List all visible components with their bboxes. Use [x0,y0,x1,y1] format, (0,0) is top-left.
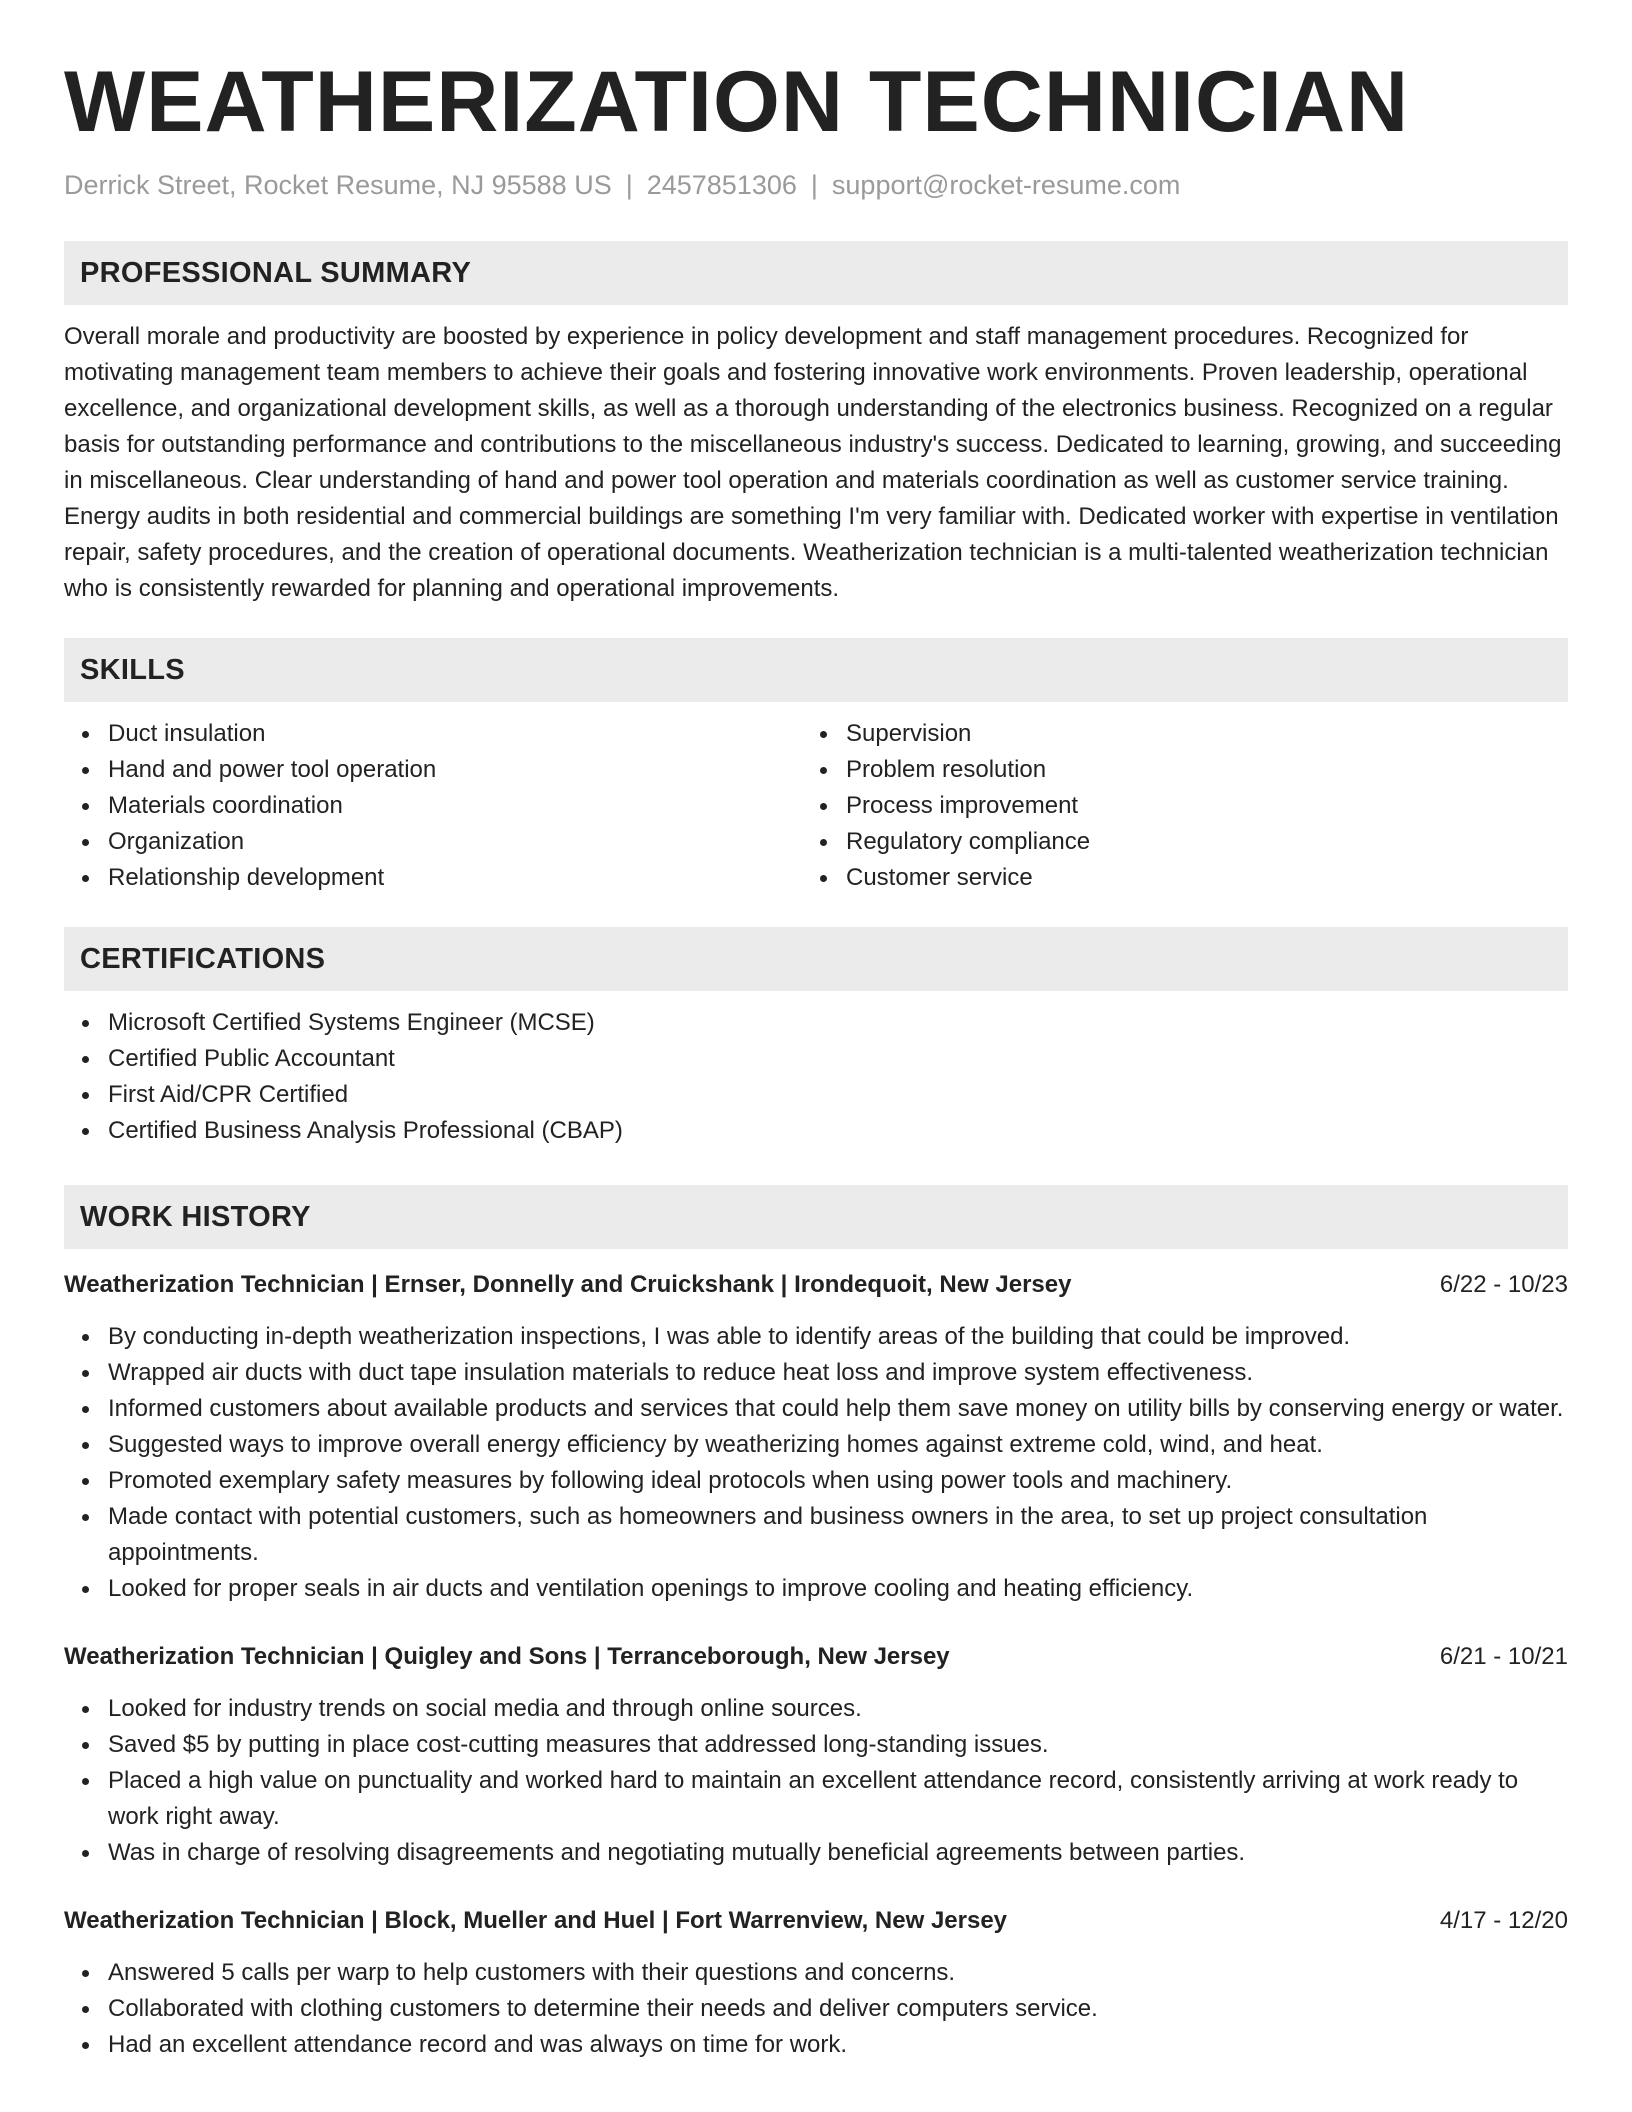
skill-item: Hand and power tool operation [64,752,816,788]
job-bullets [64,1319,1568,1607]
certification-item: Microsoft Certified Systems Engineer (MCSE) [64,1005,1568,1041]
skill-item: Process improvement [816,788,1568,824]
skills-list-left [64,716,816,896]
certifications-list [64,1005,1568,1149]
job-bullet: Looked for industry trends on social media and through online sources. [64,1691,1568,1727]
job-heading: Weatherization Technician | Block, Mueller and Huel | Fort Warrenview, New Jersey [64,1907,1008,1934]
job-bullet: Placed a high value on punctuality and worked hard to maintain an excellent attendance record, consistently arriving at work ready to work right away. [64,1763,1568,1835]
certifications-heading: CERTIFICATIONS [64,927,1568,991]
contact-separator: | [810,170,818,200]
summary-text: Overall morale and productivity are boosted by experience in policy development and staff management procedures. Recognized for motivating management team members to achieve their goals and fostering innovative work environments. Proven leadership, operational excellence, and organizational development skills, as well as a thorough understanding of the electronics business. Recognized on a regular basis for outstanding performance and contributions to the miscellaneous industry's success. Dedicated to learning, growing, and succeeding in miscellaneous. Clear understanding of hand and power tool operation and materials coordination as well as customer service training. Energy audits in both residential and commercial buildings are something I'm very familiar with. Dedicated worker with expertise in ventilation repair, safety procedures, and the creation of operational documents. Weatherization technician is a multi-talented weatherization technician who is consistently rewarded for planning and operational improvements. [64,323,1562,602]
job-entry [64,1639,1568,1871]
skills-heading: SKILLS [64,638,1568,702]
job-entry [64,1903,1568,2063]
job-dates: 6/21 - 10/21 [1439,1643,1568,1670]
contact-line [64,168,1568,202]
work-history-heading: WORK HISTORY [64,1185,1568,1249]
job-bullet: Answered 5 calls per warp to help customers with their questions and concerns. [64,1955,1568,1991]
skill-item: Customer service [816,860,1568,896]
skills-section [64,638,1568,896]
skill-item: Supervision [816,716,1568,752]
resume-name: WEATHERIZATION TECHNICIAN [64,54,1410,150]
skill-item: Duct insulation [64,716,816,752]
job-header [64,1903,1568,1939]
job-heading: Weatherization Technician | Ernser, Donnelly and Cruickshank | Irondequoit, New Jersey [64,1271,1072,1298]
job-bullet: Promoted exemplary safety measures by following ideal protocols when using power tools and machinery. [64,1463,1568,1499]
work-history-section [64,1185,1568,2063]
summary-heading: PROFESSIONAL SUMMARY [64,241,1568,305]
skill-item: Relationship development [64,860,816,896]
job-bullet: Had an excellent attendance record and was always on time for work. [64,2027,1568,2063]
job-bullet: Wrapped air ducts with duct tape insulation materials to reduce heat loss and improve system effectiveness. [64,1355,1568,1391]
contact-address: Derrick Street, Rocket Resume, NJ 95588 US [64,170,612,200]
certifications-section [64,927,1568,1149]
certification-item: Certified Public Accountant [64,1041,1568,1077]
skill-item: Organization [64,824,816,860]
skills-list-right [816,716,1568,896]
job-header [64,1639,1568,1675]
job-dates: 6/22 - 10/23 [1439,1271,1568,1298]
job-bullet: Collaborated with clothing customers to determine their needs and deliver computers service. [64,1991,1568,2027]
skill-item: Regulatory compliance [816,824,1568,860]
skills-grid [64,716,1568,896]
job-bullet: Made contact with potential customers, such as homeowners and business owners in the area, to set up project consultation appointments. [64,1499,1568,1571]
job-bullets [64,1691,1568,1871]
job-bullet: Saved $5 by putting in place cost-cutting measures that addressed long-standing issues. [64,1727,1568,1763]
job-heading: Weatherization Technician | Quigley and Sons | Terranceborough, New Jersey [64,1643,950,1670]
job-bullet: Looked for proper seals in air ducts and ventilation openings to improve cooling and heating efficiency. [64,1571,1568,1607]
job-bullet: By conducting in-depth weatherization inspections, I was able to identify areas of the building that could be improved. [64,1319,1568,1355]
skill-item: Problem resolution [816,752,1568,788]
job-header [64,1267,1568,1303]
contact-separator: | [625,170,633,200]
job-bullets [64,1955,1568,2063]
skill-item: Materials coordination [64,788,816,824]
job-entry [64,1267,1568,1607]
job-bullet: Was in charge of resolving disagreements and negotiating mutually beneficial agreements between parties. [64,1835,1568,1871]
summary-section [64,241,1568,607]
job-bullet: Informed customers about available products and services that could help them save money on utility bills by conserving energy or water. [64,1391,1568,1427]
job-dates: 4/17 - 12/20 [1439,1907,1568,1934]
certification-item: Certified Business Analysis Professional (CBAP) [64,1113,1568,1149]
contact-email: support@rocket-resume.com [831,170,1181,200]
job-bullet: Suggested ways to improve overall energy efficiency by weatherizing homes against extreme cold, wind, and heat. [64,1427,1568,1463]
certification-item: First Aid/CPR Certified [64,1077,1568,1113]
contact-phone: 2457851306 [646,170,797,200]
